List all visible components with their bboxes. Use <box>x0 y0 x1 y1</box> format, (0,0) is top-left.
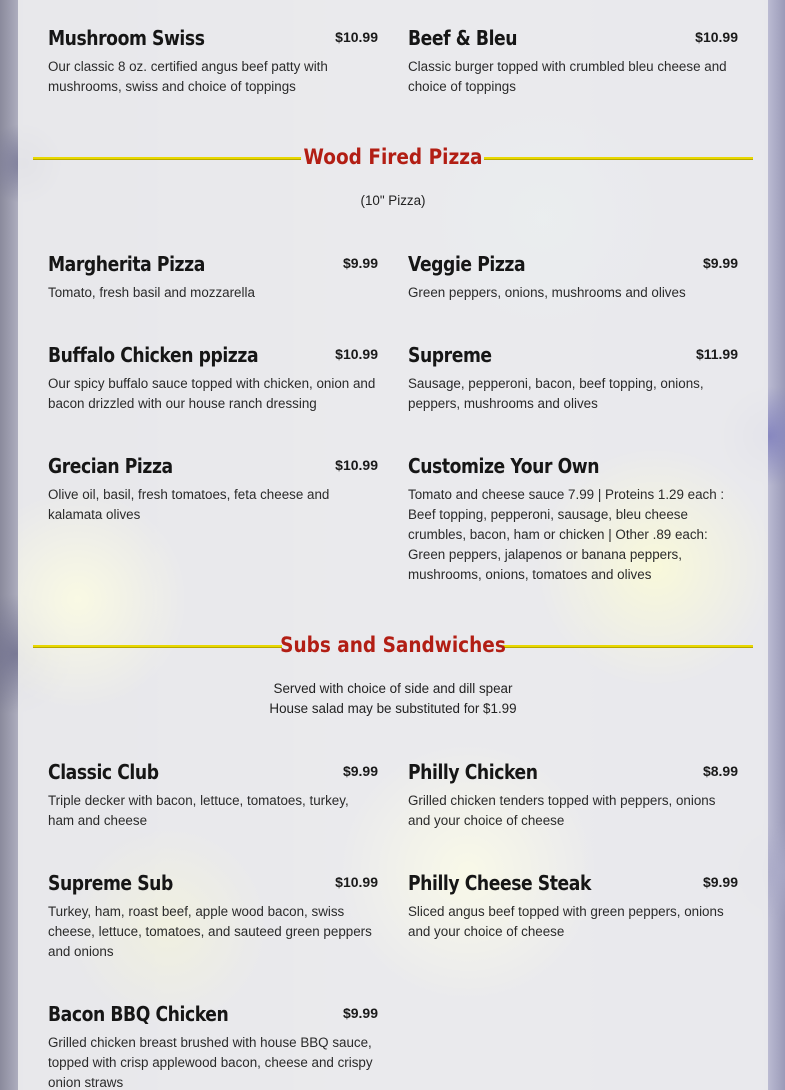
item-name: Customize Your Own <box>408 454 600 478</box>
item-description: Our classic 8 oz. certified angus beef patty with mushrooms, swiss and choice of toppings <box>48 59 328 94</box>
item-name: Buffalo Chicken ppizza <box>48 343 259 367</box>
menu-item-beef-bleu <box>408 24 738 97</box>
menu-item-supreme-sub <box>48 869 378 962</box>
item-name: Classic Club <box>48 760 159 784</box>
menu-item-philly-chicken <box>408 758 738 831</box>
section-note-line-2: House salad may be substituted for $1.99 <box>269 701 517 716</box>
item-description: Triple decker with bacon, lettuce, tomatoes, turkey, ham and cheese <box>48 793 349 828</box>
section-title: Wood Fired Pizza <box>303 145 483 169</box>
item-price: $11.99 <box>695 346 738 362</box>
item-name: Philly Chicken <box>408 760 538 784</box>
menu-item-supreme <box>408 341 738 414</box>
section-header-subs <box>33 627 753 667</box>
item-description: Grilled chicken tenders topped with peppers, onions and your choice of cheese <box>408 793 716 828</box>
item-description: Tomato and cheese sauce 7.99 | Proteins 1.29 each : Beef topping, pepperoni, sausage, bleu cheese crumbles, bacon, ham or chicken | Other .89 each: Green peppers, jalapenos or banana peppers, mushrooms, onions, tomatoes and olives <box>408 487 725 582</box>
item-name: Beef & Bleu <box>408 26 518 50</box>
item-description: Olive oil, basil, fresh tomatoes, feta cheese and kalamata olives <box>48 487 330 522</box>
item-price: $9.99 <box>702 255 738 271</box>
item-name: Philly Cheese Steak <box>408 871 591 895</box>
item-price: $9.99 <box>342 255 378 271</box>
item-name: Supreme Sub <box>48 871 173 895</box>
item-name: Mushroom Swiss <box>48 26 205 50</box>
item-description: Sliced angus beef topped with green peppers, onions and your choice of cheese <box>408 904 724 939</box>
item-description: Green peppers, onions, mushrooms and olives <box>408 285 686 300</box>
item-name: Supreme <box>408 343 492 367</box>
item-description: Tomato, fresh basil and mozzarella <box>48 285 255 300</box>
item-name: Margherita Pizza <box>48 252 205 276</box>
item-price: $10.99 <box>335 874 378 890</box>
section-header-pizza <box>33 139 753 179</box>
menu-item-buffalo-chicken-pizza <box>48 341 378 414</box>
item-price: $8.99 <box>702 763 738 779</box>
item-price: $10.99 <box>335 346 378 362</box>
menu-item-grecian-pizza <box>48 452 378 525</box>
menu-item-margherita-pizza <box>48 250 378 303</box>
item-name: Grecian Pizza <box>48 454 173 478</box>
menu-item-veggie-pizza <box>408 250 738 303</box>
item-price: $10.99 <box>695 29 738 45</box>
section-note-line-1: Served with choice of side and dill spear <box>273 681 513 696</box>
item-price: $9.99 <box>702 874 738 890</box>
menu-item-customize-your-own <box>408 452 738 585</box>
item-description: Sausage, pepperoni, bacon, beef topping, onions, peppers, mushrooms and olives <box>408 376 704 411</box>
item-description: Classic burger topped with crumbled bleu cheese and choice of toppings <box>408 59 727 94</box>
menu-item-classic-club <box>48 758 378 831</box>
item-price: $9.99 <box>342 1005 378 1021</box>
section-note: (10" Pizza) <box>360 193 426 208</box>
item-description: Our spicy buffalo sauce topped with chicken, onion and bacon drizzled with our house ranch dressing <box>48 376 376 411</box>
item-description: Turkey, ham, roast beef, apple wood bacon, swiss cheese, lettuce, tomatoes, and sauteed green peppers and onions <box>48 904 372 959</box>
section-title: Subs and Sandwiches <box>280 633 506 657</box>
item-name: Bacon BBQ Chicken <box>48 1002 229 1026</box>
item-name: Veggie Pizza <box>408 252 526 276</box>
item-description: Grilled chicken breast brushed with house BBQ sauce, topped with crisp applewood bacon, cheese and crispy onion straws <box>48 1035 373 1090</box>
menu-item-bacon-bbq-chicken <box>48 1000 378 1090</box>
item-price: $9.99 <box>342 763 378 779</box>
item-price: $10.99 <box>335 457 378 473</box>
menu-item-mushroom-swiss <box>48 24 378 97</box>
item-price: $10.99 <box>335 29 378 45</box>
menu-item-philly-cheese-steak <box>408 869 738 942</box>
